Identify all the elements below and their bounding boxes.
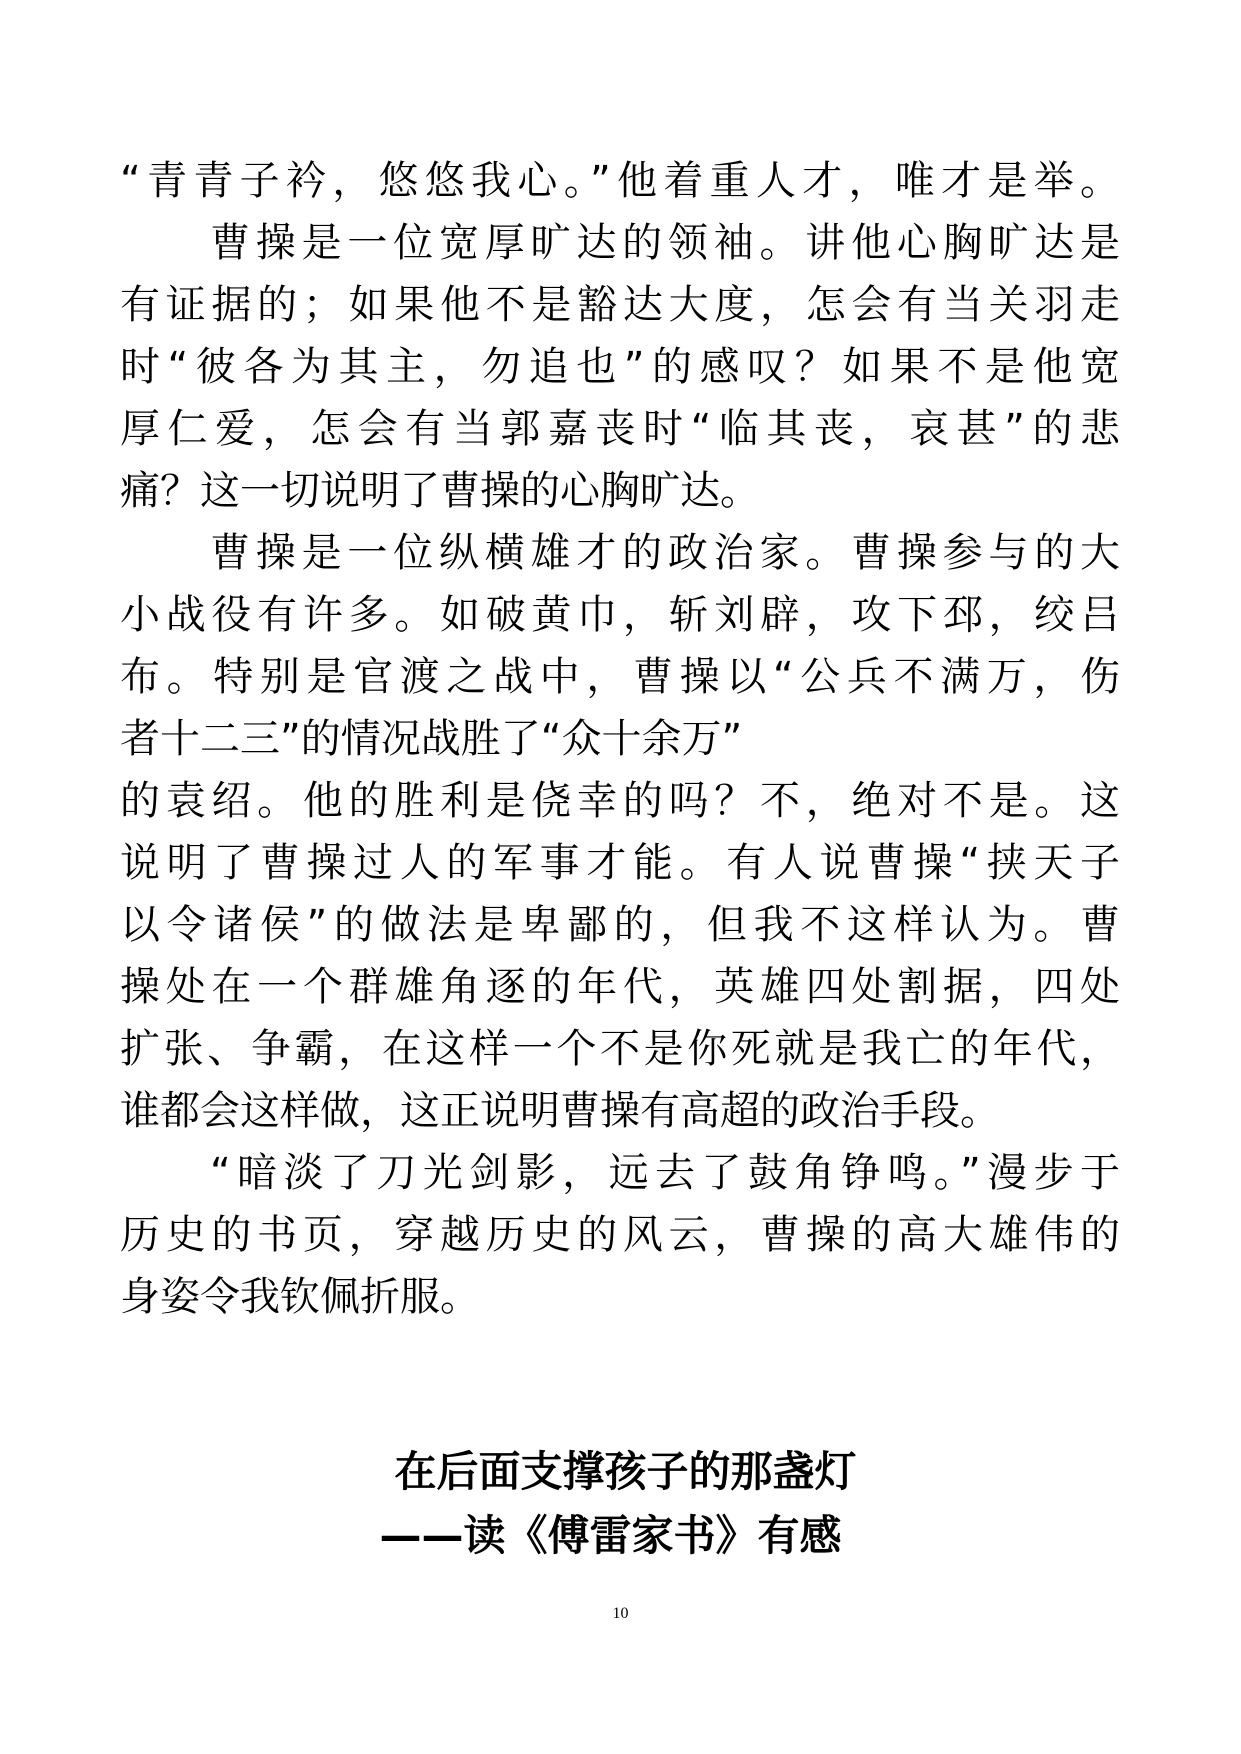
- paragraph-line: 扩张、争霸，在这样一个不是你死就是我亡的年代，: [120, 1026, 1120, 1072]
- next-article-heading: [0, 1440, 1241, 1568]
- paragraph-line: 时“彼各为其主，勿追也”的感叹？如果不是他宽: [120, 344, 1120, 390]
- paragraph-line: 者十二三”的情况战胜了“众十余万”: [120, 716, 743, 762]
- essay-body: [120, 150, 1120, 1328]
- article-title: 在后面支撑孩子的那盏灯: [394, 1447, 857, 1496]
- paragraph-line: 历史的书页，穿越历史的风云，曹操的高大雄伟的: [120, 1212, 1120, 1258]
- paragraph-first-line: “暗淡了刀光剑影，远去了鼓角铮鸣。”漫步于: [210, 1150, 1120, 1196]
- paragraph-line: 的袁绍。他的胜利是侥幸的吗？不，绝对不是。这: [120, 778, 1120, 824]
- paragraph-line: 说明了曹操过人的军事才能。有人说曹操“挟天子: [120, 840, 1120, 886]
- article-subtitle: ——读《傅雷家书》有感: [379, 1511, 842, 1560]
- paragraph-line: 布。特别是官渡之战中，曹操以“公兵不满万，伤: [120, 654, 1120, 700]
- paragraph-line: 有证据的；如果他不是豁达大度，怎会有当关羽走: [120, 282, 1120, 328]
- paragraph-line: 厚仁爱，怎会有当郭嘉丧时“临其丧，哀甚”的悲: [120, 406, 1120, 452]
- paragraph-line: “青青子衿，悠悠我心。”他着重人才，唯才是举。: [120, 158, 1120, 204]
- paragraph-last-line: 身姿令我钦佩折服。: [120, 1274, 480, 1320]
- paragraph-line: 以令诸侯”的做法是卑鄙的，但我不这样认为。曹: [120, 902, 1120, 948]
- paragraph-last-line: 痛？这一切说明了曹操的心胸旷达。: [120, 468, 760, 514]
- page-number: 10: [612, 1605, 629, 1622]
- paragraph-line: 操处在一个群雄角逐的年代，英雄四处割据，四处: [120, 964, 1120, 1010]
- paragraph-first-line: 曹操是一位宽厚旷达的领袖。讲他心胸旷达是: [210, 220, 1120, 266]
- paragraph-first-line: 曹操是一位纵横雄才的政治家。曹操参与的大: [210, 530, 1120, 576]
- paragraph-last-line: 谁都会这样做，这正说明曹操有高超的政治手段。: [120, 1088, 1000, 1134]
- paragraph-line: 小战役有许多。如破黄巾，斩刘辟，攻下邳，绞吕: [120, 592, 1120, 638]
